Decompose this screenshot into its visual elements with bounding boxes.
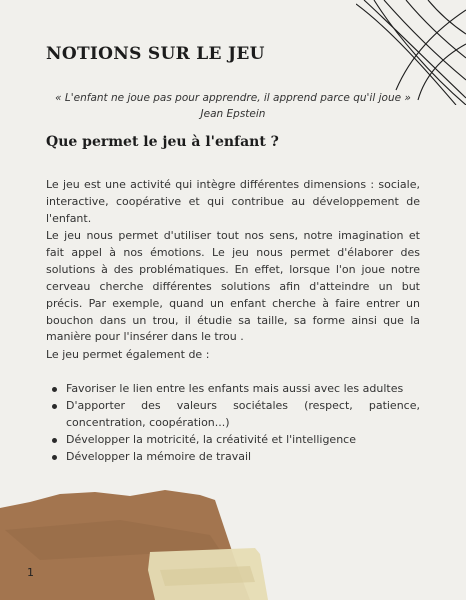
page-title: NOTIONS SUR LE JEU — [46, 44, 265, 64]
epigraph — [0, 90, 466, 122]
paragraph-senses: Le jeu nous permet d'utiliser tout nos sens, notre imagination et fait appel à nos émotions. Le jeu nous permet d'élaborer des solutions à des problématiques. En effet, lorsque l'on joue notre cerveau cherche différentes solutions afin d'atteindre un but précis. Par exemple, quand un enfant cherche à faire entrer un bouchon dans un trou, il étudie sa taille, sa forme ainsi que la manière pour l'insérer dans le trou . — [46, 229, 420, 344]
quote-author: Jean Epstein — [200, 108, 266, 120]
list-item: Développer la mémoire de travail — [66, 449, 420, 466]
paragraph-dimensions: Le jeu est une activité qui intègre différentes dimensions : sociale, interactive, coopérative et qui contribue au développement de l'enfant. — [46, 178, 420, 225]
list-item: Favoriser le lien entre les enfants mais aussi avec les adultes — [66, 381, 420, 398]
quote-text: « L'enfant ne joue pas pour apprendre, il apprend parce qu'il joue » — [55, 92, 411, 104]
paragraph-intro-list: Le jeu permet également de : — [46, 348, 210, 361]
benefits-list — [46, 381, 420, 466]
page-number: 1 — [27, 566, 34, 579]
section-heading: Que permet le jeu à l'enfant ? — [46, 134, 279, 150]
list-item: Développer la motricité, la créativité et l'intelligence — [66, 432, 420, 449]
list-item: D'apporter des valeurs sociétales (respect, patience, concentration, coopération...) — [66, 398, 420, 432]
torn-paper-decoration — [0, 490, 280, 600]
